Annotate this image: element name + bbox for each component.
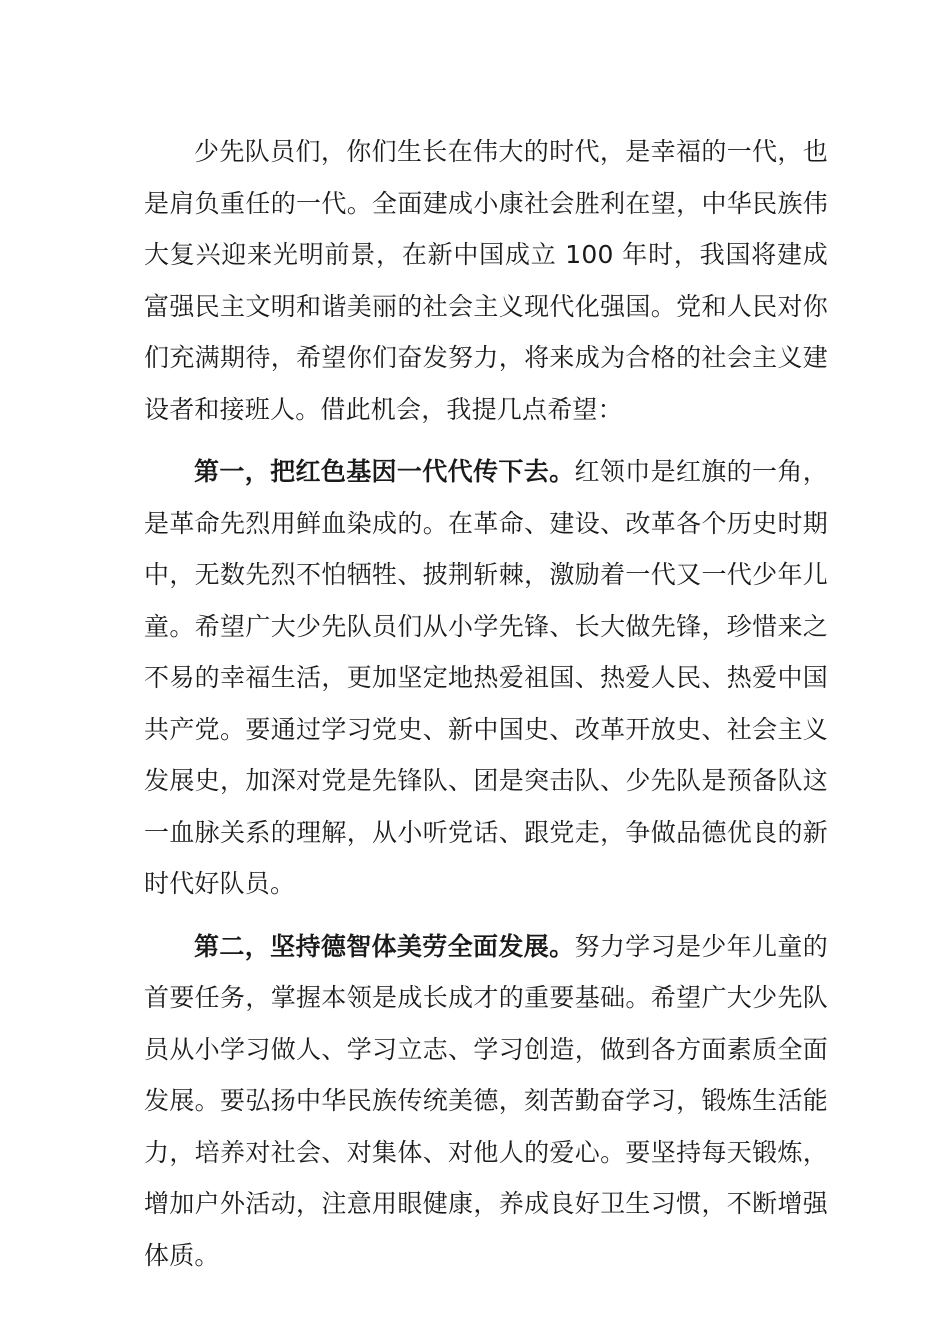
document-body <box>144 126 828 1281</box>
paragraph-first-hope <box>144 446 828 910</box>
paragraph-text: 少先队员们，你们生长在伟大的时代，是幸福的一代，也是肩负重任的一代。全面建成小康社会胜利在望，中华民族伟大复兴迎来光明前景，在新中国成立 100 年时，我国将建成富强民主文明和谐美丽的社会主义现代化强国。党和人民对你们充满期待，希望你们奋发努力，将来成为合格的社会主义建设者和接班人。借此机会，我提几点希望： <box>144 137 828 424</box>
paragraph-text: 红领巾是红旗的一角，是革命先烈用鲜血染成的。在革命、建设、改革各个历史时期中，无数先烈不怕牺牲、披荆斩棘，激励着一代又一代少年儿童。希望广大少先队员们从小学先锋、长大做先锋，珍惜来之不易的幸福生活，更加坚定地热爱祖国、热爱人民、热爱中国共产党。要通过学习党史、新中国史、改革开放史、社会主义发展史，加深对党是先锋队、团是突击队、少先队是预备队这一血脉关系的理解，从小听党话、跟党走，争做品德优良的新时代好队员。 <box>144 457 828 898</box>
paragraph-lead: 第二，坚持德智体美劳全面发展。 <box>194 931 575 961</box>
paragraph-second-hope <box>144 921 828 1282</box>
paragraph-text: 努力学习是少年儿童的首要任务，掌握本领是成长成才的重要基础。希望广大少先队员从小学习做人、学习立志、学习创造，做到各方面素质全面发展。要弘扬中华民族传统美德，刻苦勤奋学习，锻炼生活能力，培养对社会、对集体、对他人的爱心。要坚持每天锻炼，增加户外活动，注意用眼健康，养成良好卫生习惯，不断增强体质。 <box>144 931 828 1270</box>
paragraph-lead: 第一，把红色基因一代代传下去。 <box>194 457 575 486</box>
paragraph-intro <box>144 126 828 435</box>
